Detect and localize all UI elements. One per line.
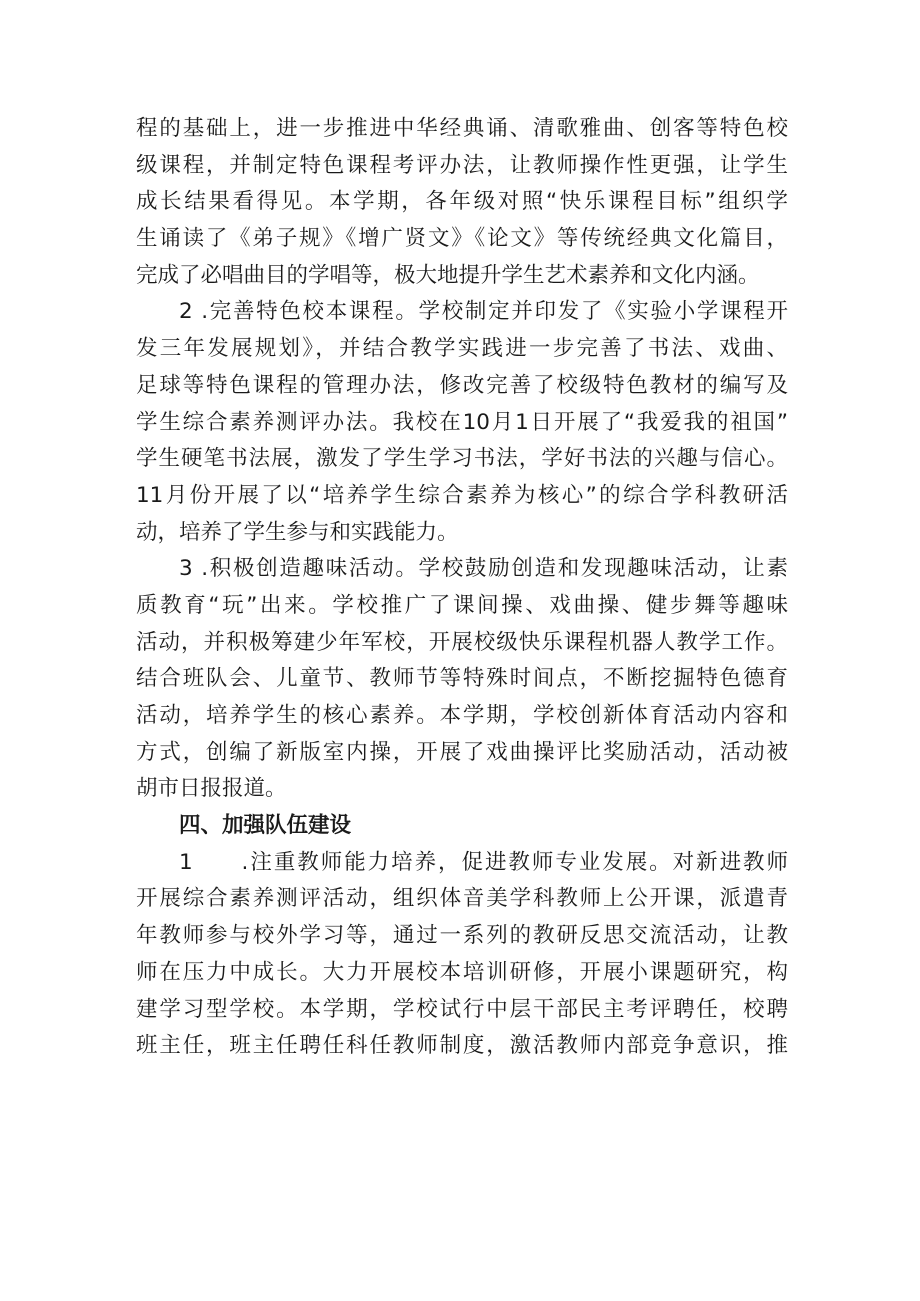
paragraph [136, 111, 788, 294]
text-line: 结合班队会、儿童节、教师节等特殊时间点，不断挖掘特色德育 [136, 666, 788, 692]
text-line: 年教师参与校外学习等，通过一系列的教研反思交流活动，让教 [136, 923, 788, 949]
text-line: 足球等特色课程的管理办法，修改完善了校级特色教材的编写及 [136, 372, 788, 398]
text-line: 学生硬笔书法展，激发了学生学习书法，学好书法的兴趣与信心。 [136, 446, 788, 472]
text-line: 级课程，并制定特色课程考评办法，让教师操作性更强，让学生 [136, 152, 788, 178]
text-line: 师在压力中成长。大力开展校本培训研修，开展小课题研究，构 [136, 959, 788, 985]
text-line: 生诵读了《弟子规》《增广贤文》《论文》等传统经典文化篇目， [136, 226, 788, 252]
text-line: 动，培养了学生参与和实践能力。 [136, 519, 459, 545]
paragraph [136, 294, 788, 551]
text-line: 学生综合素养测评办法。我校在10月1日开展了“我爱我的祖国” [136, 409, 788, 435]
text-line: 方式，创编了新版室内操，开展了戏曲操评比奖励活动，活动被 [136, 739, 788, 765]
text-line: 活动，并积极筹建少年军校，开展校级快乐课程机器人教学工作。 [136, 629, 788, 655]
paragraph [136, 845, 788, 1065]
text-line: 2 .完善特色校本课程。学校制定并印发了《实验小学课程开 [179, 299, 788, 325]
text-line: 建学习型学校。本学期，学校试行中层干部民主考评聘任，校聘 [136, 996, 788, 1022]
text-line: 3 .积极创造趣味活动。学校鼓励创造和发现趣味活动，让素 [179, 556, 788, 582]
paragraph [136, 551, 788, 808]
text-line: 完成了必唱曲目的学唱等，极大地提升学生艺术素养和文化内涵。 [136, 262, 760, 288]
text-line: 班主任，班主任聘任科任教师制度，激活教师内部竞争意识，推 [136, 1033, 788, 1059]
text-line: 活动，培养学生的核心素养。本学期，学校创新体育活动内容和 [136, 703, 788, 728]
text-line: 11月份开展了以“培养学生综合素养为核心”的综合学科教研活 [136, 482, 788, 508]
text-line: 发三年发展规划》，并结合教学实践进一步完善了书法、戏曲、 [136, 336, 788, 362]
text-line: 胡市日报报道。 [136, 776, 287, 802]
section-heading: 四、加强队伍建设 [179, 813, 352, 839]
text-line: 1 .注重教师能力培养，促进教师专业发展。对新进教师 [179, 849, 788, 875]
text-line: 质教育“玩”出来。学校推广了课间操、戏曲操、健步舞等趣味 [136, 592, 788, 618]
document-body [136, 111, 788, 1065]
text-line: 程的基础上，进一步推进中华经典诵、清歌雅曲、创客等特色校 [136, 116, 788, 141]
text-line: 成长结果看得见。本学期，各年级对照“快乐课程目标”组织学 [136, 189, 788, 215]
text-line: 开展综合素养测评活动，组织体音美学科教师上公开课，派遣青 [136, 886, 788, 912]
